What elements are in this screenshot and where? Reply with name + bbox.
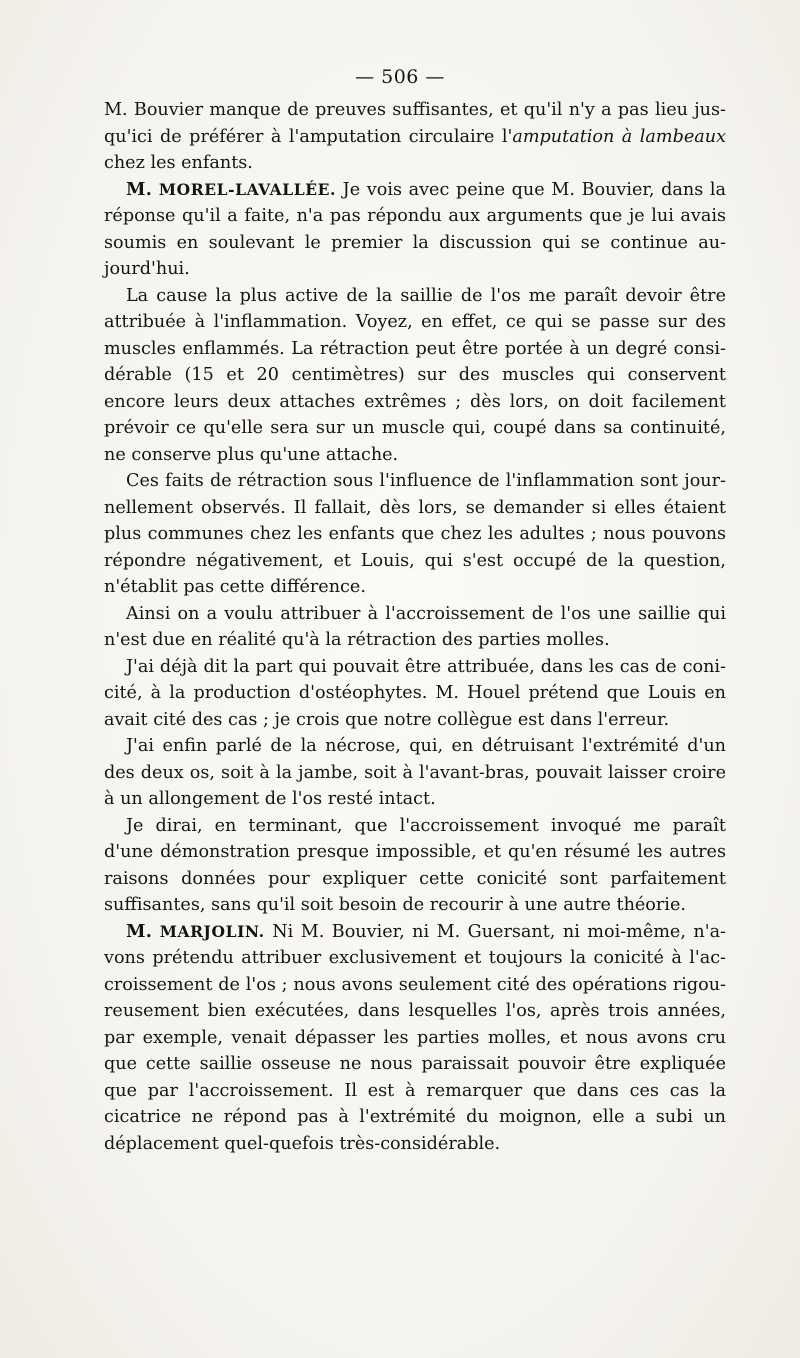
page-number: — 506 — (355, 66, 445, 88)
paragraph: J'ai déjà dit la part qui pouvait être attribuée, dans les cas de coni-cité, à la production d'ostéophytes. M. Houel prétend que Louis en avait cité des cas ; je crois que notre collègue est dans l'erreur. (104, 656, 726, 730)
paragraph: Je dirai, en terminant, que l'accroissement invoqué me paraît d'une démonstration presque impossible, et qu'en résumé les autres raisons données pour expliquer cette conicité sont parfaitement suffisantes, sans qu'il soit besoin de recourir à une autre théorie. (104, 815, 726, 915)
paragraph-text: chez les enfants. (104, 153, 253, 173)
speaker-title: M. (126, 920, 153, 942)
paragraph-text: M. Bouvier manque de preuves suffisantes, et qu'il n'y a pas lieu jus-qu'ici de préférer à l'amputation circulaire l' (104, 100, 726, 147)
paragraph-speech (104, 919, 726, 1158)
speaker-name: MARJOLIN. (159, 921, 265, 941)
italic-term: amputation à lambeaux (512, 126, 726, 147)
paragraph: Ces faits de rétraction sous l'influence de l'inflammation sont jour-nellement observés. Il fallait, dès lors, se demander si elles étaient plus communes chez les enfants que chez les adultes ; nous pouvons répondre négativement, et Louis, qui s'est occupé de la question, n'établit pas cette différence. (104, 471, 726, 597)
speaker-name: MOREL-LAVALLÉE. (158, 179, 337, 199)
paragraph: J'ai enfin parlé de la nécrose, qui, en détruisant l'extrémité d'un des deux os, soit à la jambe, soit à l'avant-bras, pouvait laisser croire à un allongement de l'os resté intact. (104, 736, 726, 809)
paragraph: Ainsi on a voulu attribuer à l'accroissement de l'os une saillie qui n'est due en réalité qu'à la rétraction des parties molles. (104, 603, 726, 650)
body-text (104, 97, 726, 1157)
paragraph-continuation (104, 97, 726, 177)
paragraph-text: Ni M. Bouvier, ni M. Guersant, ni moi-même, n'a-vons prétendu attribuer exclusivement et toujours la conicité à l'ac-croissement de l'os ; nous avons seulement cité des opérations rigou-reusement bien exécutées, dans lesquelles l'os, après trois années, par exemple, venait dépasser les parties molles, et nous avons cru que cette saillie osseuse ne nous paraissait pouvoir être expliquée que par l'accroissement. Il est à remarquer que dans ces cas la cicatrice ne répond pas à l'extrémité du moignon, elle a subi un déplacement quel-quefois très-considérable. (104, 921, 727, 1154)
paragraph: La cause la plus active de la saillie de l'os me paraît devoir être attribuée à l'inflammation. Voyez, en effet, ce qui se passe sur des muscles enflammés. La rétraction peut être portée à un degré consi-dérable (15 et 20 centimètres) sur des muscles qui conservent encore leurs deux attaches extrêmes ; dès lors, on doit facilement prévoir ce qu'elle sera sur un muscle qui, coupé dans sa continuité, ne conserve plus qu'une attache. (104, 285, 726, 465)
speaker-title: M. (126, 178, 153, 200)
paragraph-text: Je vois avec peine que M. Bouvier, dans la réponse qu'il a faite, n'a pas répondu aux arguments que je lui avais soumis en soulevant le premier la discussion qui se continue au-jourd'hui. (104, 179, 727, 279)
paragraph-speech (104, 177, 726, 283)
